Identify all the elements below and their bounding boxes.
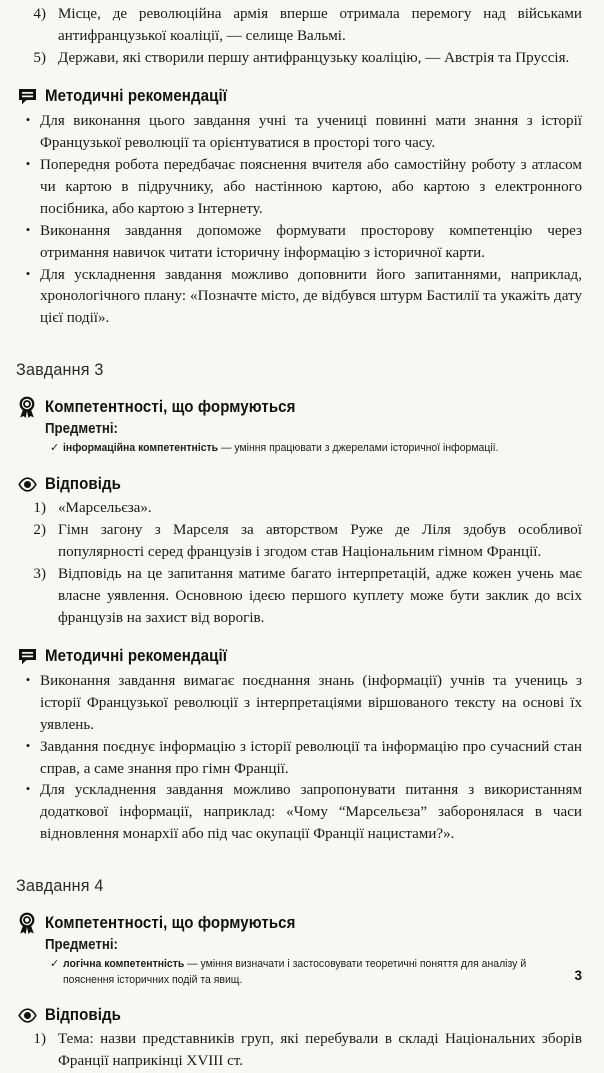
bullet-icon: •: [25, 737, 31, 753]
section-title: Відповідь: [45, 1005, 121, 1024]
answer-list-4: [16, 1029, 582, 1073]
list-text: Виконання завдання вимагає поєднання знань (інформації) учнів та учениць з історії Французької революції з інтерпретаціями віршованого тексту на основі їх уявлень.: [40, 672, 582, 733]
section-header-competencies-4: [16, 912, 582, 934]
section-title: Методичні рекомендації: [45, 87, 228, 106]
bullet-icon: •: [25, 221, 31, 237]
competency-description: — уміння працювати з джерелами історичної інформації.: [218, 442, 499, 455]
competency-term: логічна компетентність: [63, 958, 185, 971]
subject-competency-label: Предметні:: [45, 937, 118, 954]
award-rosette-icon: [16, 396, 38, 418]
section-title: Компетентності, що формуються: [45, 913, 296, 932]
competency-item: [50, 957, 582, 988]
section-title: Методичні рекомендації: [45, 647, 228, 666]
list-text: Відповідь на це запитання матиме багато інтерпретацій, адже кожен учень має власне уявлення. Основною ідеєю першого куплету може бути заклик до всіх французів на захист від ворогів.: [58, 565, 582, 626]
section-title: Відповідь: [45, 474, 121, 493]
answer-list-3: [16, 498, 582, 630]
section-title: Компетентності, що формуються: [45, 397, 296, 416]
page-number: 3: [574, 968, 582, 983]
list-item: [16, 221, 582, 265]
list-item: [16, 1029, 582, 1073]
award-rosette-icon: [16, 912, 38, 934]
list-marker: 2): [33, 521, 46, 538]
list-marker: 4): [33, 6, 46, 22]
list-marker: 3): [33, 565, 46, 582]
section-header-competencies-3: [16, 396, 582, 418]
competency-text: [63, 957, 561, 988]
eye-icon: [16, 473, 38, 495]
list-text: Місце, де революційна армія вперше отримала перемогу над військами антифранцузької коаліції, — селище Вальмі.: [58, 6, 582, 44]
list-marker: 1): [33, 1031, 46, 1048]
list-text: Для ускладнення завдання можливо запропонувати питання з використанням додаткової інформації, наприклад: «Чому “Марсельєза” заборонялася в часи відновлення монархії або під час окупації Франції нацистами?».: [40, 782, 582, 843]
list-text: Для виконання цього завдання учні та учениці повинні мати знання з історії Французької революції та орієнтуватися в просторі того часу.: [40, 112, 582, 151]
subject-competency-label: Предметні:: [45, 421, 118, 438]
section-header-recommendations: [16, 86, 582, 108]
list-item: [16, 520, 582, 564]
list-text: Держави, які створили першу антифранцузьку коаліцію, — Австрія та Пруссія.: [58, 49, 570, 66]
bullet-icon: •: [25, 155, 31, 171]
bullet-icon: •: [25, 265, 31, 281]
list-item: [16, 498, 582, 520]
list-marker: 1): [33, 500, 46, 516]
list-item: [16, 564, 582, 630]
list-item: [16, 48, 582, 70]
list-text: Гімн загону з Марселя за авторством Руже де Ліля здобув особливої популярності серед французів і згодом став Національним гімном Франції.: [58, 521, 582, 560]
list-text: Попередня робота передбачає пояснення вчителя або самостійну роботу з атласом чи картою в підручнику, або настінною картою, або картою з електронного посібника, або картою з Інтернету.: [40, 156, 582, 217]
section-header-recommendations-3: [16, 646, 582, 668]
speech-bubble-icon: [16, 646, 38, 668]
task-heading-4: Завдання 4: [16, 876, 104, 896]
list-text: Завдання поєднує інформацію з історії революції та інформацію про сучасний стан справ, а саме знання про гімн Франції.: [40, 738, 582, 777]
list-item: [16, 111, 582, 155]
recommendation-list-3: [16, 671, 582, 847]
check-icon: ✓: [50, 442, 60, 455]
competency-term: інформаційна компетентність: [63, 442, 219, 455]
list-item: [16, 265, 582, 331]
list-text: «Марсельєза».: [58, 500, 152, 516]
bullet-icon: •: [25, 671, 31, 687]
list-item: [16, 155, 582, 221]
bullet-icon: •: [25, 781, 31, 797]
recommendation-list: [16, 111, 582, 331]
check-icon: ✓: [50, 958, 60, 971]
competency-item: [50, 441, 582, 457]
list-text: Тема: назви представників груп, які перебували в складі Національних зборів Франції наприкінці XVIII ст.: [58, 1031, 582, 1070]
top-answer-list: [16, 4, 582, 70]
list-marker: 5): [33, 49, 46, 66]
list-item: [16, 737, 582, 781]
section-header-answer-4: [16, 1004, 582, 1026]
task-heading-3: Завдання 3: [16, 360, 104, 380]
competency-description: — уміння визначати і застосовувати теоретичні поняття для аналізу й пояснення історичних подій та явищ.: [63, 958, 527, 986]
list-item: [16, 4, 582, 48]
section-header-answer-3: [16, 473, 582, 495]
eye-icon: [16, 1004, 38, 1026]
list-text: Для ускладнення завдання можливо доповнити його запитаннями, наприклад, хронологічного плану: «Позначте місто, де відбувся штурм Бастилії та укажіть дату цієї події».: [40, 266, 582, 327]
list-item: [16, 780, 582, 846]
list-item: [16, 671, 582, 737]
bullet-icon: •: [25, 111, 31, 127]
list-text: Виконання завдання допоможе формувати просторову компетенцію через отримання навичок читати історичну інформацію з історичної карти.: [40, 222, 582, 261]
competency-text: [63, 441, 561, 456]
speech-bubble-icon: [16, 86, 38, 108]
